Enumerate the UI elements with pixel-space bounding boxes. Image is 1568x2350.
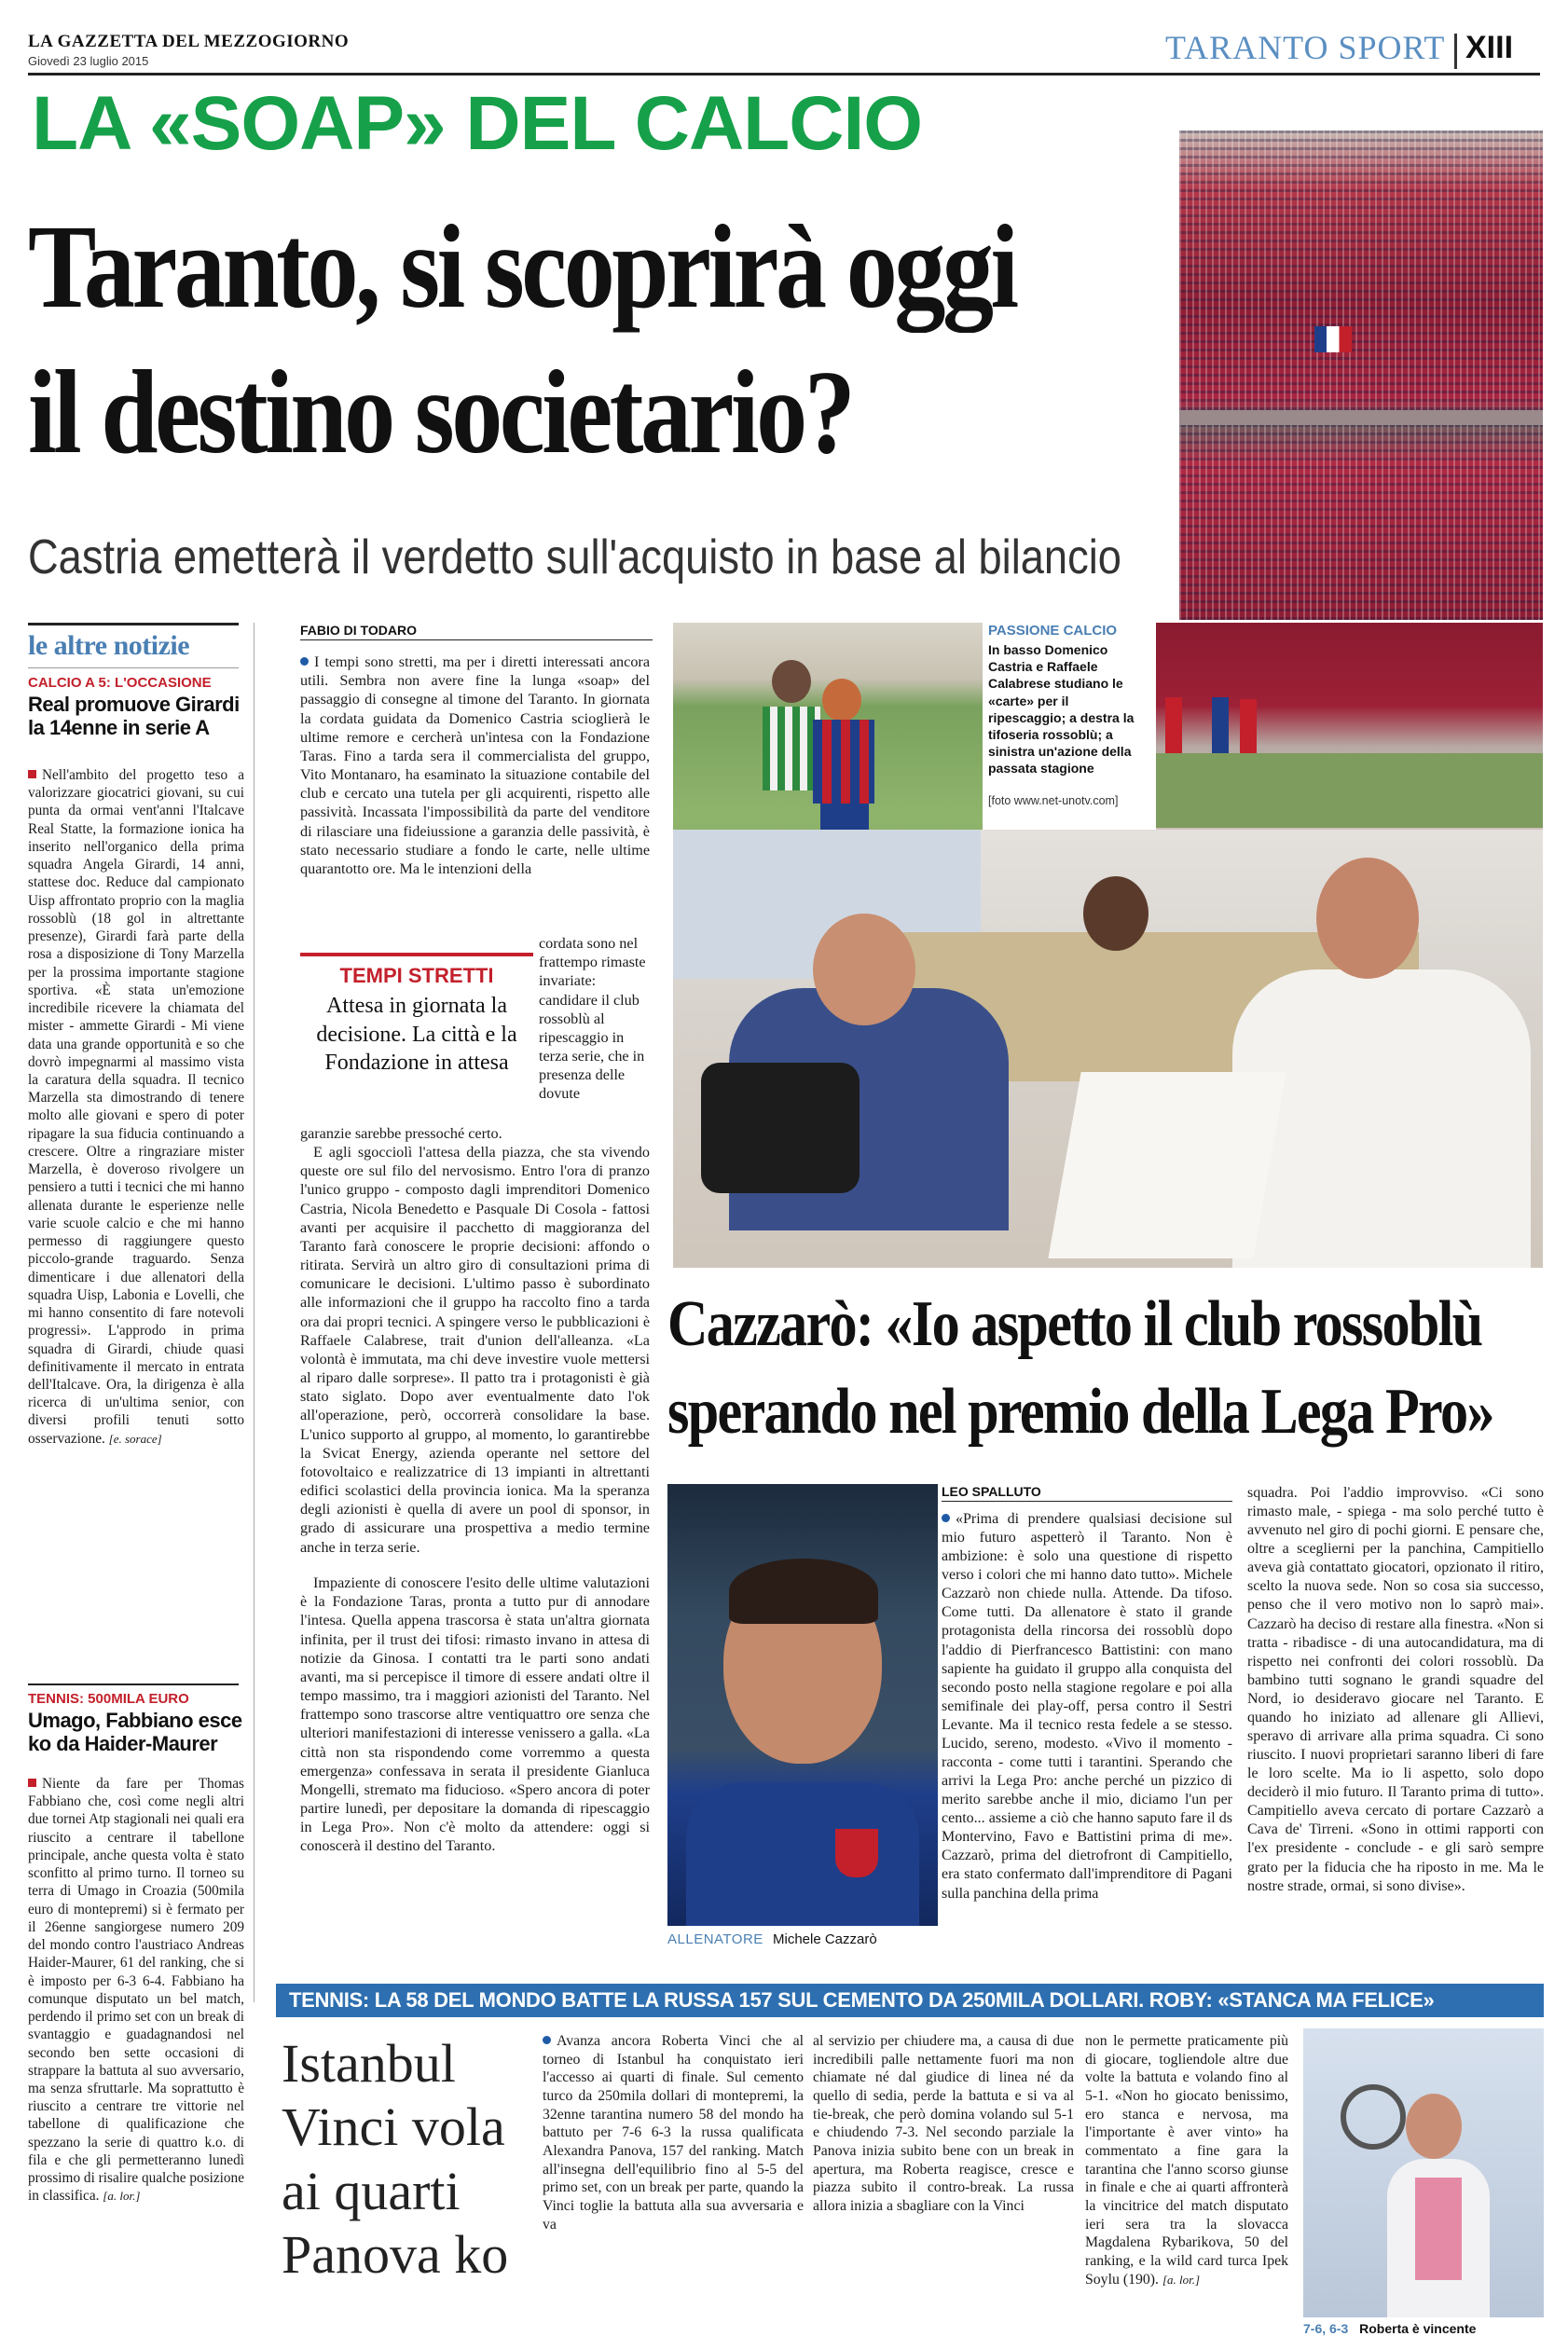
crowd-photo <box>1179 131 1543 620</box>
main-article-body-2: E agli sgocciolì l'attesa della piazza, che sta vivendo queste ore sul filo del nervosismo. Entro l'ora di pranzo l'unico gruppo - composto dagli imprenditori Domenico Castria, Nicola Benedetto e Pasquale Di Cosola - fattosi avanti per acquisire il pacchetto di maggioranza del Taranto farà conoscere le proprie decisioni: affondo o ritirata. Servirà un altro giro di consultazioni prima di comunicare le decisioni. L'ultimo passo è subordinato alle informazioni che il gruppo ha raccolto fino a tarda ora dai propri tecnici. A spingere verso le pubblicazioni è Raffaele Calabrese, trait d'union dell'alleanza. «La volontà è immutata, ma chi deve investire vuole mettersi al riparo dalle sorprese». Il patto tra i protagonisti è già stato siglato. Dopo aver eventualmente dato l'ok all'operazione, però, occorrerà consolidare la base. L'unico supporto al gruppo, al momento, lo garantirebbe la Svicat Energy, azienda operante nel settore del fotovoltaico e realizzatrice di 13 impianti in altrettanti edifici scolastici della provincia ionica. Ma la speranza degli azionisti è quella di avere un pool di sponsor, in grado di assicurare una prospettiva a medio termine anche in terza serie. <box>300 1144 650 1556</box>
coach-photo <box>667 1484 938 1926</box>
tennis-col1: Avanza ancora Roberta Vinci che al torneo di Istanbul ha conquistato ieri l'accesso ai quarti di finale. Sul cemento turco da 250mila dollari di montepremi, la 32enne tarantina numero 58 del mondo ha battuto per 7-6 6-3 la russa qualificata Alexandra Panova, 157 del ranking. Match all'insegna dell'equilibrio fino al 5-5 del primo set, con un break per parte, quando la Vinci toglie la battuta alla sua avversaria e va <box>543 2033 804 2233</box>
sidebar-title-rule <box>28 667 239 668</box>
headline-line2: il destino societario? <box>28 346 853 478</box>
tennis-photo-caption <box>1303 2321 1476 2336</box>
main-article-join: garanzie sarebbe pressoché certo. <box>300 1125 502 1142</box>
bullet-icon <box>543 2036 551 2044</box>
sidebar-item1-title: Real promuove Girardi la 14enne in serie A <box>28 693 240 739</box>
main-article-side: cordata sono nel frattempo rimaste invariate: candidare il club rossoblù al ripescaggio in terza serie, che in presenza delle dovute <box>539 935 646 1103</box>
pullquote-text: Attesa in giornata la decisione. La città e la Fondazione in attesa <box>316 994 517 1076</box>
sidebar-item1-kicker: CALCIO A 5: L'OCCASIONE <box>28 675 212 691</box>
meeting-photo <box>673 830 1543 1268</box>
byline-rule <box>300 639 653 640</box>
tennis-caption: Roberta è vincente <box>1359 2321 1477 2336</box>
bullet-icon <box>942 1514 950 1522</box>
sidebar-item1-sign: [e. sorace] <box>108 1431 162 1446</box>
coach-name: Michele Cazzarò <box>773 1931 877 1947</box>
sidebar-item2-sign: [a. lor.] <box>103 2189 141 2204</box>
sidebar-item1-body: Nell'ambito del progetto teso a valorizzare giocatrici giovani, su cui punta da ormai vent'anni l'Italcave Real Statte, la formazione ionica ha inserito nell'organico della prima squadra Angela Girardi, 14 anni, stattese doc. Reduce dal campionato Uisp affrontato proprio con la maglia rossoblù (18 gol in altrettante presenze), Girardi farà parte della rosa a disposizione di Tony Marzella per la prossima importante stagione sportiva. «È stata un'emozione incredibile ricevere la chiamata del mister - ammette Girardi - Mi viene data una grande opportunità e so che dovrò impegnarmi al massimo vista la caratura della squadra. Il tecnico Marzella sta dimostrando di tenere molto alle giovani e spero di poter ripagare la sua fiducia continuando a crescere. Oltre a ringraziare mister Marzella, è doveroso rivolgere un pensiero a tutti i tecnici che mi hanno allenata durante le esperienze nelle varie scuole calcio e che mi hanno permesso di raggiungere questo piccolo-grande traguardo. Senza dimenticare i due allenatori della squadra Uisp, Labonia e Lovelli, che mi hanno consentito di fare notevoli progressi». L'approdo in prima squadra di Girardi, chiude quasi definitivamente il mercato in entrata dell'Italcave. Ora, la dirigenza è alla ricerca di un'ultima senior, con diversi profili tenuti sotto osservazione. [e. sorace] <box>28 767 244 1447</box>
coach-photo-label <box>667 1931 877 1947</box>
sidebar-item2-kicker: TENNIS: 500MILA EURO <box>28 1691 189 1707</box>
tennis-score: 7-6, 6-3 <box>1303 2321 1349 2336</box>
second-headline-line1: Cazzarò: «Io aspetto il club rossoblù <box>667 1288 1482 1360</box>
bullet-icon <box>28 770 36 778</box>
sidebar-divider <box>28 1683 239 1685</box>
main-byline: FABIO DI TODARO <box>300 623 417 638</box>
masthead-paper: LA GAZZETTA DEL MEZZOGIORNO <box>28 32 350 51</box>
sidebar-item2-title: Umago, Fabbiano esce ko da Haider-Maurer <box>28 1709 242 1755</box>
subhead: Castria emetterà il verdetto sull'acquisto in base al bilancio <box>28 530 1121 584</box>
main-article-body-1: I tempi sono stretti, ma per i diretti interessati ancora utili. Sembra non avere fine la lunga «soap» del passaggio di consegne al timone del Taranto. In giornata la cordata guidata da Domenico Castria scioglierà le ultime remore e cercherà un'intesa con la Fondazione Taras. Fino a tarda sera il commercialista del gruppo, Vito Montanaro, ha esaminato la situazione contabile del club e cercato una tutela per gli acquirenti, rispetto alle passività. Incassata l'impossibilità da parte del venditore di rilasciare una fideiussione a garanzia delle passività, è stato necessario studiare a fondo le carte, nelle ultime quarantotto ore. Ma le intenzioni della <box>300 653 650 877</box>
main-article-body-3: Impaziente di conoscere l'esito delle ultime valutazioni è la Fondazione Taras, pronta a tutto pur di annodare l'intesa. Quella appena trascorsa è stata un'altra giornata infinita, per il trust dei tifosi: rimasto invano in attesa di notizie da Ginosa. I contatti tra le parti sono andati avanti, ma si percepisce il timore di essere andati oltre il tempo massimo, tra i maggiori azionisti del Taranto. Nel frattempo sono trascorse altre ventiquattro ore senza che ulteriori manifestazioni di interesse venissero a galla. «La città non sta rispondendo come vorremmo a questa emergenza» confessava in serata il presidente Gianluca Mongelli, stremato ma fiducioso. «Spero ancora di poter partire lunedì, per depositare la domanda di ripescaggio in Lega Pro». Non c'è molto da attendere: oggi si conoscerà il destino del Taranto. <box>300 1574 650 1855</box>
masthead-rule <box>28 73 1540 76</box>
tennis-banner: TENNIS: LA 58 DEL MONDO BATTE LA RUSSA 157 SUL CEMENTO DA 250MILA DOLLARI. ROBY: «STANCA MA FELICE» <box>276 1984 1544 2017</box>
sidebar-title: le altre notizie <box>28 630 190 661</box>
sidebar-top-rule <box>28 623 239 625</box>
topic-banner: LA «SOAP» DEL CALCIO <box>32 81 923 166</box>
photo-caption-credit: [foto www.net-unotv.com] <box>988 794 1119 807</box>
masthead-date: Giovedì 23 luglio 2015 <box>28 54 149 68</box>
pullquote-label: TEMPI STRETTI <box>339 964 494 987</box>
photo-caption-text: In basso Domenico Castria e Raffaele Calabrese studiano le «carte» per il ripescaggio; a destra la tifoseria rossoblù; a sinistra un'azione della passata stagione <box>988 642 1135 776</box>
tennis-photo <box>1303 2028 1544 2317</box>
sidebar-item2-body: Niente da fare per Thomas Fabbiano che, così come negli altri due tornei Atp stagionali nei quali era riuscito a centrare il tabellone principale, anche questa volta è stato sconfitto al primo turno. Il torneo su terra di Umago in Croazia (500mila euro di montepremi) si è fermato per il 26enne sangiorgese numero 209 del mondo contro l'austriaco Andreas Haider-Maurer, 61 del ranking, che si è imposto per 6-3 6-4. Fabbiano ha comunque disputato un bel match, perdendo il primo set con un break di svantaggio e guadagnandosi nel secondo ben sette occasioni di strappare la battuta al suo avversario, ma senza sfruttarle. Ma soprattutto è riuscito a centrare tre vittorie nel tabellone di qualificazione che spezzano la serie di quattro k.o. di fila e che gli permetteranno lunedì prossimo di risalire qualche posizione in classifica. [a. lor.] <box>28 1776 244 2205</box>
tennis-col3: non le permette praticamente più di giocare, togliendole altre due volte la battuta e volando fino al 5-1. «Non ho giocato benissimo, ero stanca e nervosa, ma l'importante è aver vinto» ha commentato a fine gara la tarantina che l'anno scorso giunse in finale e che ai quarti affronterà la vincitrice del match disputato ieri sera tra la slovacca Magdalena Rybarikova, 50 del ranking, e la wild card turca Ipek Soylu (190). [a. lor.] <box>1085 2033 1288 2288</box>
page-number: XIII <box>1465 30 1514 65</box>
second-article-col2: squadra. Poi l'addio improvviso. «Ci sono rimasto male, - spiega - ma solo perché tutto è avvenuto nel giro di pochi giorni. E pensare che, oltre a sceglierni per la panchina, Campitiello aveva già contattato giocatori, opzionato il ritiro, scelto la nuova sede. Non so cosa sia successo, penso che il vero motivo non lo saprò mai». Cazzarò ha deciso di restare alla finestra. «Non si tratta - ribadisce - di una autocandidatura, ma di rispetto nei confronti dei colori rossoblù. Da bambino tutti sognano le grandi squadre del Nord, io desideravo giocare nel Taranto. E quando ho iniziato ad allenare gli Allievi, speravo di arrivare alla prima squadra. Ci sono riuscito. I nuovi proprietari saranno liberi di fare le loro scelte. Ma io li aspetto, solo dopo deciderò il mio futuro. Il Taranto prima di tutto». Campitiello aveva cercato di portare Cazzarò a Cava de' Tirreni. «Sono in ottimi rapporti con l'ex presidente - conclude - e gli sarò sempre grato per la fiducia che ha riposto in me. Ma le nostre strade, ormai, si sono divise». <box>1247 1485 1544 1894</box>
tennis-col2: al servizio per chiudere ma, a causa di due incredibili palle nettamente fuori ma non chiamate né dal giudice di linea né da quello di sedia, perde la battuta e si va al tie-break, che però domina volando sul 5-1 e chiudendo 7-3. Nel secondo parziale la Panova inizia subito bene con un break in apertura, ma Roberta reagisce, cresce e piazza subito il contro-break. La russa allora inizia a sbagliare con la Vinci <box>813 2033 1074 2214</box>
bullet-icon <box>28 1779 36 1787</box>
photo-caption-label: PASSIONE CALCIO <box>988 623 1118 639</box>
section-label: TARANTO SPORT <box>1165 29 1446 66</box>
tennis-sign: [a. lor.] <box>1162 2272 1201 2287</box>
stadium-photo <box>1156 623 1543 830</box>
tennis-headline: Istanbul Vinci vola ai quarti Panova ko <box>282 2033 509 2286</box>
second-byline: LEO SPALLUTO <box>942 1484 1041 1499</box>
coach-role: ALLENATORE <box>667 1931 763 1947</box>
second-byline-rule <box>942 1501 1232 1502</box>
section-separator <box>1454 34 1457 69</box>
pullquote-top-rule <box>300 953 533 956</box>
bullet-icon <box>300 657 309 666</box>
second-article-col1: «Prima di prendere qualsiasi decisione sul mio futuro aspetterò il Taranto. Non è ambizione: è solo una questione di rispetto verso i colori che mi hanno dato tutto». Michele Cazzarò non chiede nulla. Attende. Da tifoso. Come tutti. Da allenatore è stato il grande protagonista della rincorsa dei rossoblù dopo l'addio di Pierfrancesco Battistini: con mano sapiente ha guidato il gruppo alla conquista del secondo posto nella stagione regolare e poi alla semifinale dei play-off, persa contro il Sestri Levante. Ma il tecnico resta fedele a se stesso. Lucido, sereno, modesto. «Vivo il momento - racconta - come tutti i tarantini. Sperando che arrivi la Lega Pro: anche perché un pizzico di merito sarebbe anche il mio, diciamo l'un per cento... assieme a ciò che hanno saputo fare il ds Montervino, Favo e Battistini prima di me». Cazzarò, prima del dietrofront di Campitiello, era stato confermato dall'imprenditore di Pagani sulla panchina della prima <box>942 1511 1232 1902</box>
headline-line1: Taranto, si scoprirà oggi <box>28 200 1016 333</box>
second-headline-line2: sperando nel premio della Lega Pro» <box>667 1376 1493 1448</box>
